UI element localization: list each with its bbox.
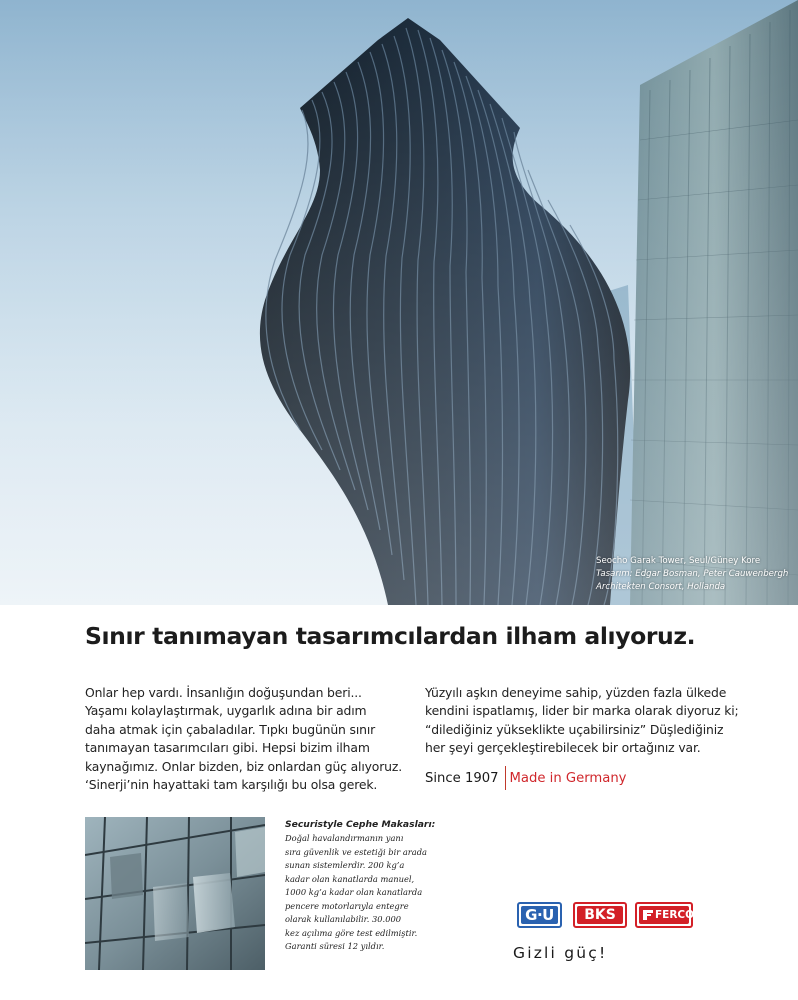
caption-location: Seocho Garak Tower, Seul/Güney Kore (596, 556, 761, 566)
right-column (425, 684, 785, 758)
product-line: Doğal havalandırmanın yanı (285, 833, 404, 844)
ferco-logo-text: FERCO (655, 909, 695, 921)
product-line: sıra güvenlik ve estetiği bir arada (285, 846, 427, 857)
photo-caption (596, 555, 796, 594)
product-line: kadar olan kanatlarda manuel, (285, 873, 415, 884)
made-in-germany: Made in Germany (509, 770, 627, 786)
caption-designers: Tasarım: Edgar Bosman, Peter Cauwenbergh (596, 569, 789, 579)
product-line: kez açılıma göre test edilmiştir. (285, 927, 418, 938)
left-line: Onlar hep vardı. İnsanlığın doğuşundan beri... (85, 685, 362, 700)
tagline: Gizli güç! (513, 944, 608, 962)
product-line: olarak kullanılabilir. 30.000 (285, 914, 402, 925)
gu-logo (517, 902, 562, 928)
caption-firm: Architekten Consort, Hollanda (596, 582, 726, 592)
gu-logo-text: G·U (521, 906, 558, 924)
product-line: pencere motorlarıyla entegre (285, 900, 409, 911)
product-photo (85, 817, 265, 970)
brand-logos (517, 902, 693, 928)
ferco-mark-icon (643, 910, 653, 920)
headline: Sınır tanımayan tasarımcılardan ilham alıyoruz. (85, 622, 696, 650)
left-line: tanımayan tasarımcıları gibi. Hepsi bizim ilham (85, 740, 370, 756)
red-divider (505, 766, 506, 790)
bks-logo-text: BKS (577, 906, 623, 924)
facade-illustration (85, 817, 265, 970)
product-line: Garanti süresi 12 yıldır. (285, 941, 385, 952)
left-line: ‘Sinerji’nin hayattaki tam karşılığı bu olsa gerek. (85, 777, 378, 793)
since-year: Since 1907 (425, 770, 499, 786)
since-line (425, 765, 626, 791)
right-line: “dilediğiniz yükseklikte uçabilirsiniz” Düşlediğiniz (425, 721, 724, 737)
bks-logo (573, 902, 627, 928)
product-line: 1000 kg’a kadar olan kanatlarda (285, 887, 423, 898)
right-line: Yüzyılı aşkın deneyime sahip, yüzden fazla ülkede (425, 685, 727, 700)
left-column (85, 684, 405, 794)
left-line: daha atmak için çabaladılar. Tıpkı bugünün sınır (85, 721, 376, 737)
left-line: Yaşamı kolaylaştırmak, uygarlık adına bir adım (85, 703, 367, 719)
product-title: Securistyle Cephe Makasları: (285, 819, 436, 830)
product-line: sunan sistemlerdir. 200 kg’a (285, 860, 405, 871)
product-description (285, 818, 460, 954)
right-line: her şeyi gerçekleştirebilecek bir ortağınız var. (425, 740, 701, 756)
ferco-logo (635, 902, 693, 928)
left-line: kaynağımız. Onlar bizden, biz onlardan güç alıyoruz. (85, 758, 403, 774)
right-line: kendini ispatlamış, lider bir marka olarak diyoruz ki; (425, 703, 739, 719)
